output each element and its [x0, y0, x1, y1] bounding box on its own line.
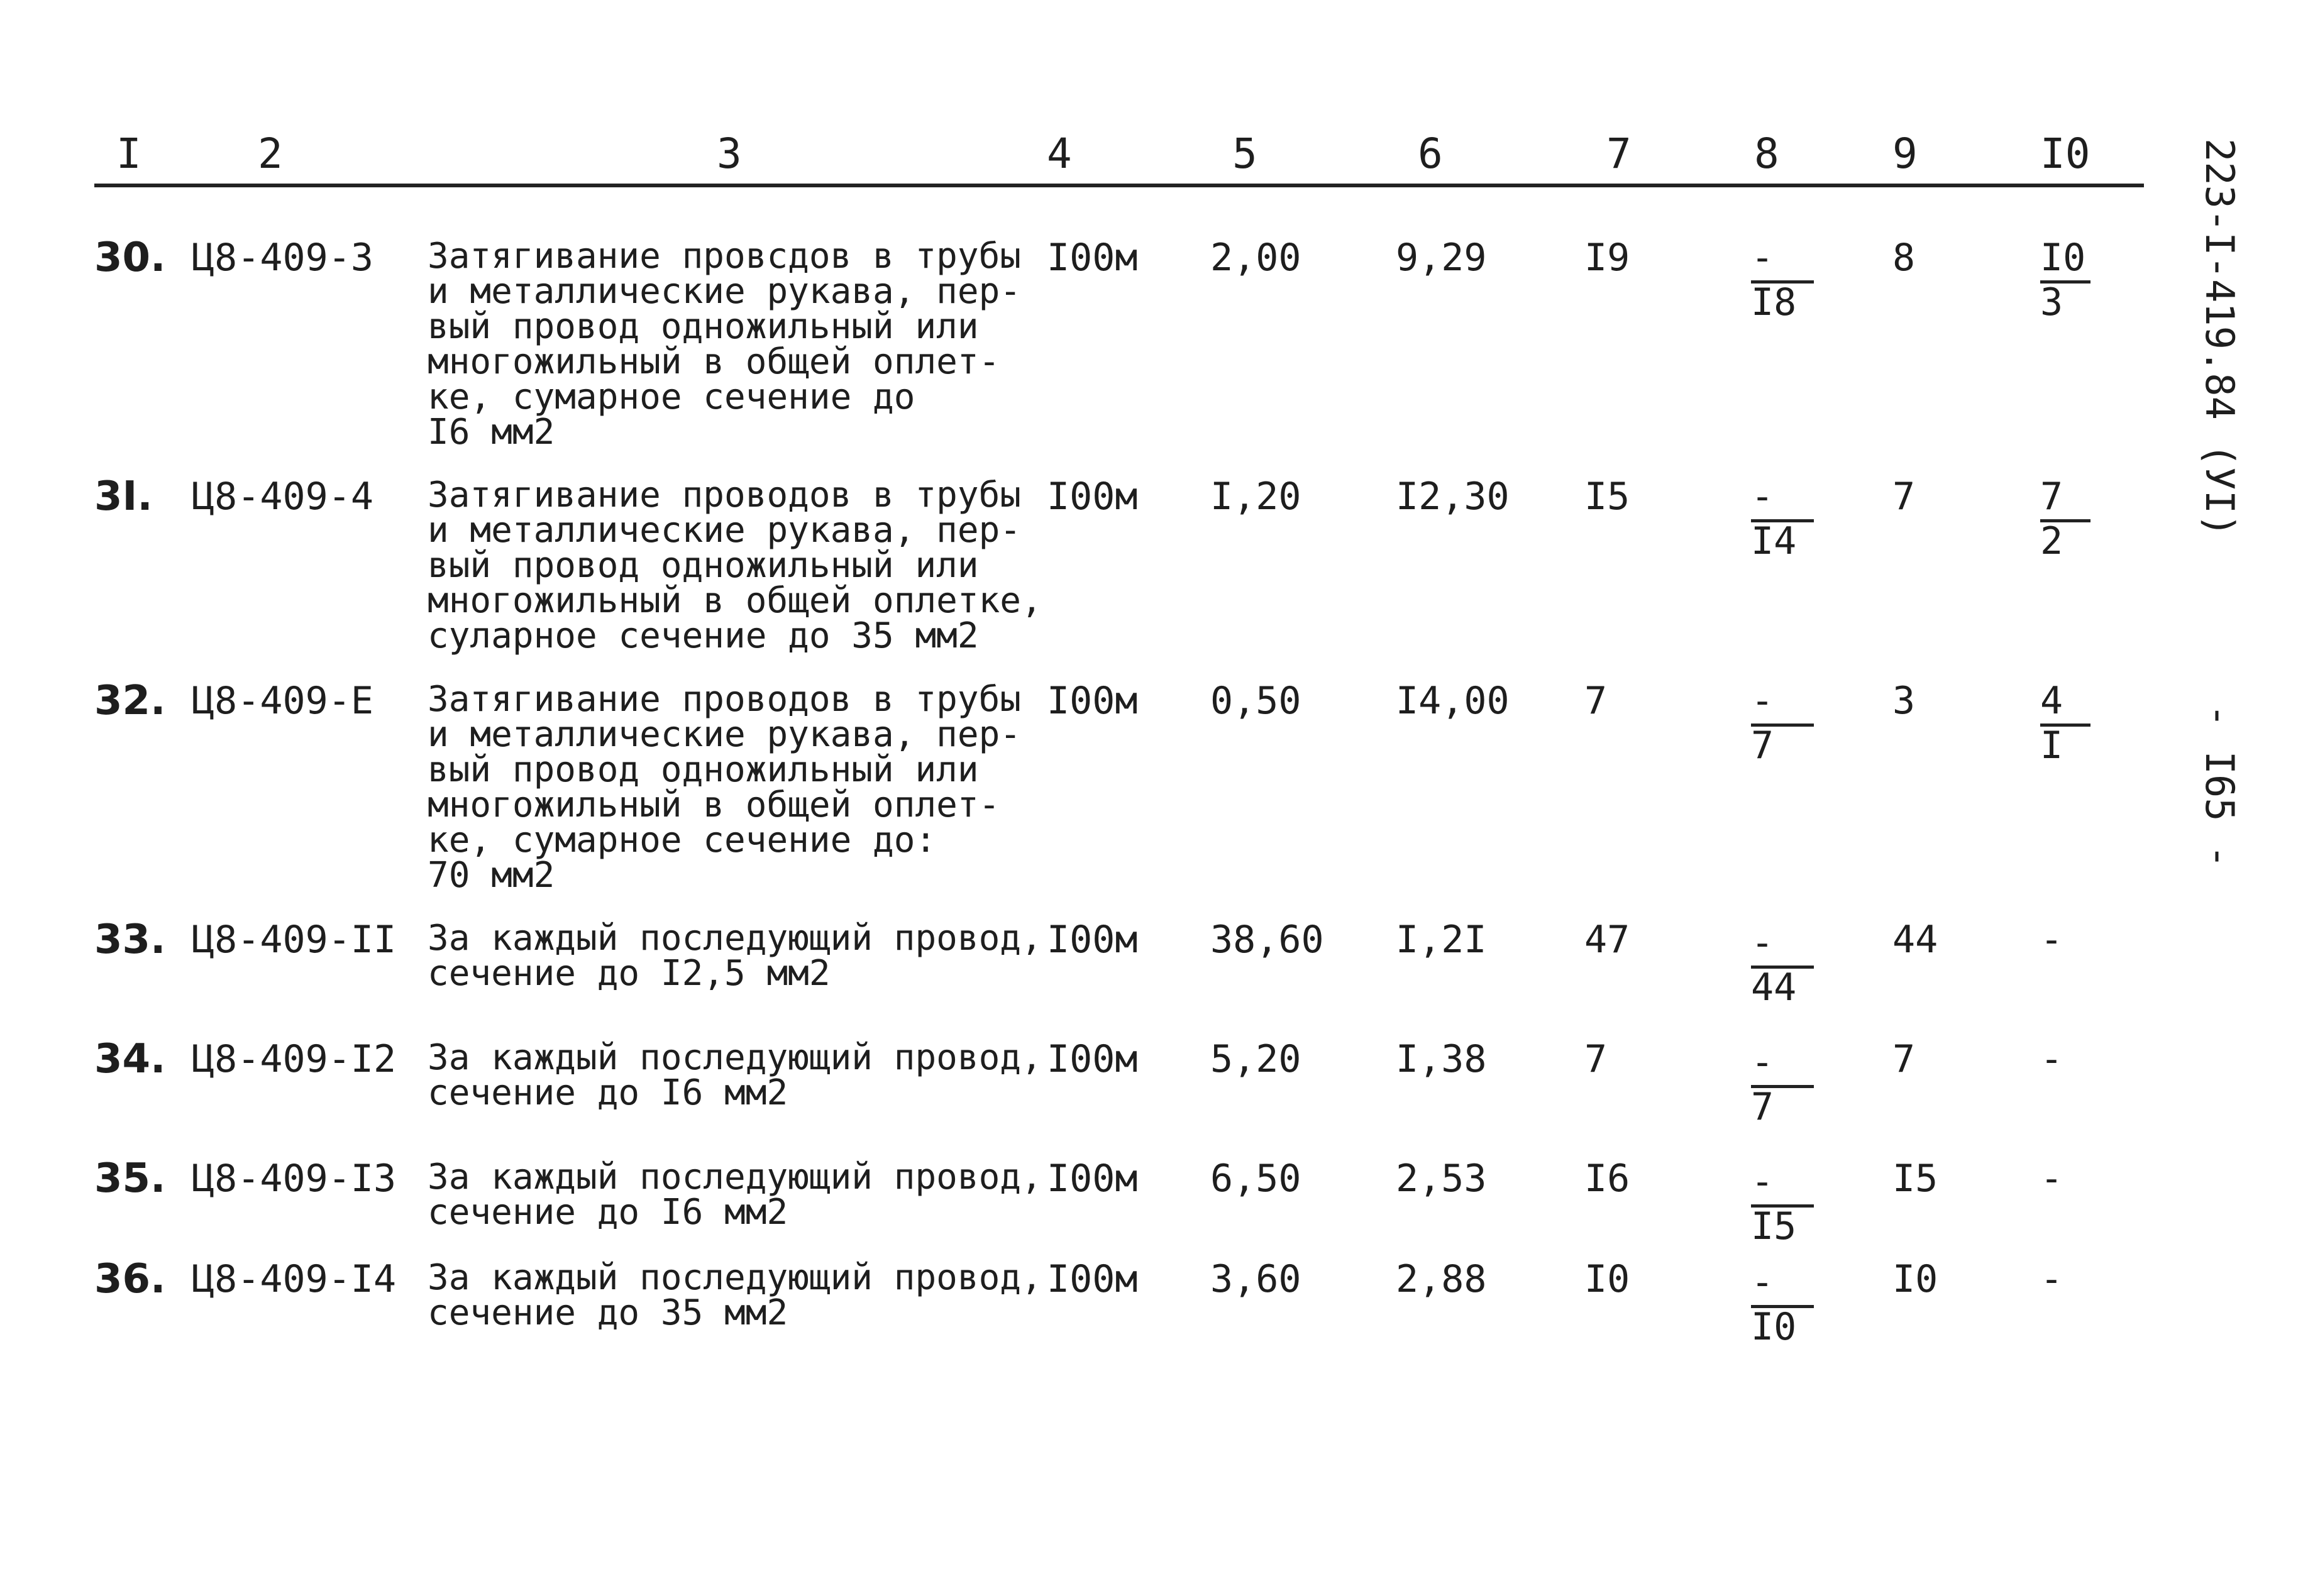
- page-number: - I65 -: [2197, 704, 2243, 869]
- value-col-6: I,2I: [1396, 918, 1487, 962]
- price-code: Ц8-409-II: [192, 918, 397, 962]
- value-col-9: 7: [1892, 475, 1916, 519]
- column-header-7: 7: [1606, 129, 1632, 178]
- fraction-col-8: [1751, 236, 1826, 324]
- value-col-9: 3: [1892, 679, 1916, 723]
- fraction-numerator: -: [1751, 921, 1774, 965]
- fraction-denominator: 7: [1751, 724, 1774, 768]
- fraction-col-10: [2040, 475, 2116, 563]
- price-code: Ц8-409-I2: [192, 1037, 397, 1081]
- work-description: За каждый последующий провод, сечение до I2,5 мм2: [428, 918, 1042, 994]
- value-col-5: 2,00: [1210, 236, 1301, 280]
- fraction-col-10: [2040, 679, 2116, 768]
- unit: I00м: [1047, 475, 1138, 519]
- fraction-col-8: [1751, 1160, 1826, 1248]
- value-col-10: -: [2040, 1257, 2063, 1301]
- value-col-6: I,38: [1396, 1037, 1487, 1081]
- column-header-8: 8: [1754, 129, 1779, 178]
- value-col-9: I0: [1892, 1257, 1938, 1301]
- fraction-numerator: -: [1751, 236, 1774, 280]
- fraction-col-8: [1751, 1040, 1826, 1129]
- fraction-col-10: [2040, 236, 2116, 324]
- column-header-1: I: [116, 129, 141, 178]
- work-description: За каждый последующий провод, сечение до 35 мм2: [428, 1257, 1042, 1333]
- fraction-denominator: I8: [1751, 280, 1797, 324]
- value-col-7: 7: [1584, 1037, 1608, 1081]
- fraction-numerator: -: [1751, 475, 1774, 519]
- fraction-numerator: 4: [2040, 679, 2063, 723]
- row-number: 36.: [94, 1256, 166, 1302]
- value-col-5: 3,60: [1210, 1257, 1301, 1301]
- value-col-10: -: [2040, 1037, 2063, 1081]
- value-col-7: 7: [1584, 679, 1608, 723]
- price-code: Ц8-409-I4: [192, 1257, 397, 1301]
- value-col-9: 8: [1892, 236, 1916, 280]
- fraction-denominator: 44: [1751, 966, 1797, 1010]
- fraction-col-8: [1751, 679, 1826, 768]
- value-col-10: -: [2040, 918, 2063, 962]
- fraction-numerator: -: [1751, 1260, 1774, 1304]
- row-number: 3I.: [94, 473, 153, 520]
- fraction-numerator: -: [1751, 679, 1774, 723]
- column-header-3: 3: [717, 129, 742, 178]
- value-col-6: 9,29: [1396, 236, 1487, 280]
- fraction-numerator: -: [1751, 1040, 1774, 1084]
- fraction-denominator: I0: [1751, 1305, 1797, 1349]
- value-col-5: 5,20: [1210, 1037, 1301, 1081]
- work-description: За каждый последующий провод, сечение до I6 мм2: [428, 1037, 1042, 1113]
- value-col-6: I2,30: [1396, 475, 1510, 519]
- column-header-5: 5: [1232, 129, 1257, 178]
- fraction-numerator: I0: [2040, 236, 2086, 280]
- value-col-6: I4,00: [1396, 679, 1510, 723]
- value-col-5: 0,50: [1210, 679, 1301, 723]
- row-number: 32.: [94, 678, 166, 724]
- value-col-5: 6,50: [1210, 1157, 1301, 1201]
- row-number: 33.: [94, 916, 166, 963]
- value-col-9: I5: [1892, 1157, 1938, 1201]
- value-col-7: I9: [1584, 236, 1630, 280]
- value-col-7: I6: [1584, 1157, 1630, 1201]
- unit: I00м: [1047, 1157, 1138, 1201]
- fraction-denominator: I5: [1751, 1204, 1797, 1248]
- row-number: 34.: [94, 1036, 166, 1082]
- value-col-7: I5: [1584, 475, 1630, 519]
- column-header-6: 6: [1418, 129, 1443, 178]
- value-col-9: 44: [1892, 918, 1938, 962]
- value-col-7: I0: [1584, 1257, 1630, 1301]
- header-rule: [94, 184, 2144, 187]
- column-header-9: 9: [1892, 129, 1918, 178]
- column-header-4: 4: [1047, 129, 1072, 178]
- value-col-7: 47: [1584, 918, 1630, 962]
- unit: I00м: [1047, 1037, 1138, 1081]
- column-header-2: 2: [258, 129, 283, 178]
- fraction-numerator: 7: [2040, 475, 2063, 519]
- unit: I00м: [1047, 1257, 1138, 1301]
- price-code: Ц8-409-I3: [192, 1157, 397, 1201]
- work-description: Затягивание провсдов в трубы и металлические рукава, пер- вый провод одножильный или многожильный в общей оплет- ке, сумарное сечение до I6 мм2: [428, 236, 1022, 453]
- work-description: Затягивание проводов в трубы и металлические рукава, пер- вый провод одножильный или многожильный в общей оплетке, суларное сечение до 35 мм2: [428, 475, 1042, 656]
- value-col-6: 2,53: [1396, 1157, 1487, 1201]
- document-code: 223-I-419.84 (УI): [2197, 138, 2243, 537]
- fraction-numerator: -: [1751, 1160, 1774, 1204]
- value-col-5: I,20: [1210, 475, 1301, 519]
- price-code: Ц8-409-3: [192, 236, 373, 280]
- unit: I00м: [1047, 236, 1138, 280]
- value-col-6: 2,88: [1396, 1257, 1487, 1301]
- work-description: Затягивание проводов в трубы и металлические рукава, пер- вый провод одножильный или многожильный в общей оплет- ке, сумарное сечение до: 70 мм2: [428, 679, 1022, 896]
- fraction-denominator: 3: [2040, 280, 2063, 324]
- fraction-denominator: I4: [1751, 519, 1797, 563]
- unit: I00м: [1047, 918, 1138, 962]
- work-description: За каждый последующий провод, сечение до I6 мм2: [428, 1157, 1042, 1233]
- value-col-5: 38,60: [1210, 918, 1324, 962]
- value-col-10: -: [2040, 1157, 2063, 1201]
- unit: I00м: [1047, 679, 1138, 723]
- price-code: Ц8-409-Е: [192, 679, 373, 723]
- fraction-denominator: I: [2040, 724, 2063, 768]
- fraction-denominator: 7: [1751, 1085, 1774, 1129]
- value-col-9: 7: [1892, 1037, 1916, 1081]
- fraction-col-8: [1751, 921, 1826, 1010]
- row-number: 30.: [94, 234, 166, 281]
- column-header-10: I0: [2040, 129, 2090, 178]
- row-number: 35.: [94, 1155, 166, 1202]
- fraction-col-8: [1751, 475, 1826, 563]
- price-code: Ц8-409-4: [192, 475, 373, 519]
- fraction-denominator: 2: [2040, 519, 2063, 563]
- fraction-col-8: [1751, 1260, 1826, 1349]
